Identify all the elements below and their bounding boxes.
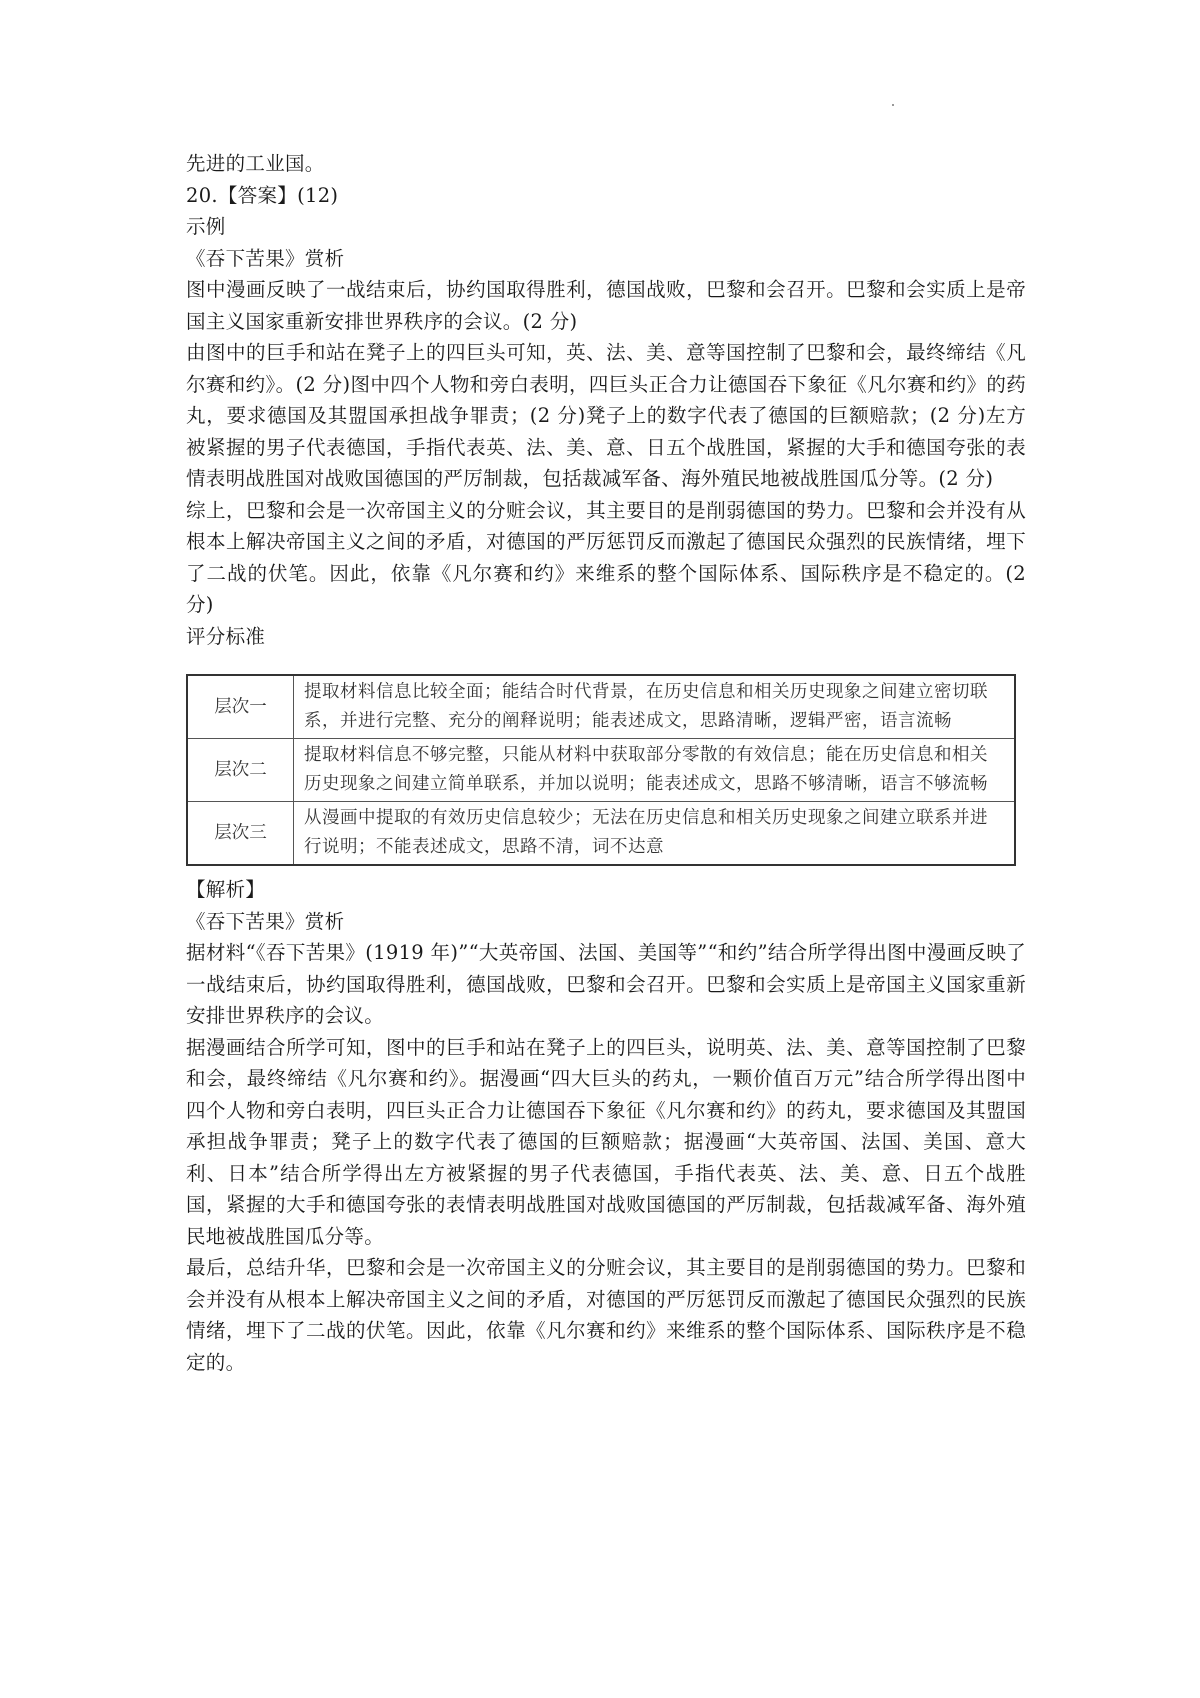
level-cell: 层次三 (187, 802, 294, 866)
level-description: 提取材料信息不够完整，只能从材料中获取部分零散的有效信息；能在历史信息和相关历史现象之间建立简单联系，并加以说明；能表述成文，思路不够清晰，语言不够流畅 (294, 739, 1016, 802)
table-row (187, 675, 1015, 739)
example-label: 示例 (186, 215, 226, 238)
table-row (187, 739, 1015, 802)
analysis-heading: 【解析】 (186, 878, 266, 901)
level-description: 提取材料信息比较全面；能结合时代背景，在历史信息和相关历史现象之间建立密切联系，并进行完整、充分的阐释说明；能表述成文，思路清晰，逻辑严密，语言流畅 (294, 675, 1016, 739)
scoring-table (186, 674, 1016, 866)
answer-paragraph: 由图中的巨手和站在凳子上的四巨头可知，英、法、美、意等国控制了巴黎和会，最终缔结《凡尔赛和约》。(2 分)图中四个人物和旁白表明，四巨头正合力让德国吞下象征《凡尔赛和约》的药丸，要求德国及其盟国承担战争罪责；(2 分)凳子上的数字代表了德国的巨额赔款；(2 分)左方被紧握的男子代表德国，手指代表英、法、美、意、日五个战胜国，紧握的大手和德国夸张的表情表明战胜国对战败国德国的严厉制裁，包括裁减军备、海外殖民地被战胜国瓜分等。(2 分) (186, 341, 1026, 490)
level-description: 从漫画中提取的有效历史信息较少；无法在历史信息和相关历史现象之间建立联系并进行说明；不能表述成文，思路不清，词不达意 (294, 802, 1016, 866)
document-body (186, 148, 1026, 1378)
carryover-line: 先进的工业国。 (186, 152, 325, 175)
answer-paragraph: 图中漫画反映了一战结束后，协约国取得胜利，德国战败，巴黎和会召开。巴黎和会实质上是帝国主义国家重新安排世界秩序的会议。(2 分) (186, 278, 1026, 333)
example-title: 《吞下苦果》赏析 (186, 246, 345, 270)
scoring-title: 评分标准 (186, 624, 266, 648)
answer-heading: 20.【答案】(12) (186, 183, 339, 207)
analysis-subtitle: 《吞下苦果》赏析 (186, 909, 345, 933)
analysis-paragraph: 据材料“《吞下苦果》(1919 年)”“大英帝国、法国、美国等”“和约”结合所学得出图中漫画反映了一战结束后，协约国取得胜利，德国战败，巴黎和会召开。巴黎和会实质上是帝国主义国家重新安排世界秩序的会议。 (186, 941, 1026, 1027)
table-row (187, 802, 1015, 866)
level-cell: 层次一 (187, 675, 294, 739)
level-cell: 层次二 (187, 739, 294, 802)
answer-paragraph: 综上，巴黎和会是一次帝国主义的分赃会议，其主要目的是削弱德国的势力。巴黎和会并没有从根本上解决帝国主义之间的矛盾，对德国的严厉惩罚反而激起了德国民众强烈的民族情绪，埋下了二战的伏笔。因此，依靠《凡尔赛和约》来维系的整个国际体系、国际秩序是不稳定的。(2 分) (186, 498, 1026, 616)
analysis-paragraph: 据漫画结合所学可知，图中的巨手和站在凳子上的四巨头，说明英、法、美、意等国控制了巴黎和会，最终缔结《凡尔赛和约》。据漫画“四大巨头的药丸，一颗价值百万元”结合所学得出图中四个人物和旁白表明，四巨头正合力让德国吞下象征《凡尔赛和约》的药丸，要求德国及其盟国承担战争罪责；凳子上的数字代表了德国的巨额赔款；据漫画“大英帝国、法国、美国、意大利、日本”结合所学得出左方被紧握的男子代表德国，手指代表英、法、美、意、日五个战胜国，紧握的大手和德国夸张的表情表明战胜国对战败国德国的严厉制裁，包括裁减军备、海外殖民地被战胜国瓜分等。 (186, 1035, 1026, 1248)
analysis-paragraph: 最后，总结升华，巴黎和会是一次帝国主义的分赃会议，其主要目的是削弱德国的势力。巴黎和会并没有从根本上解决帝国主义之间的矛盾，对德国的严厉惩罚反而激起了德国民众强烈的民族情绪，埋下了二战的伏笔。因此，依靠《凡尔赛和约》来维系的整个国际体系、国际秩序是不稳定的。 (186, 1256, 1026, 1374)
scan-speck (892, 104, 894, 106)
